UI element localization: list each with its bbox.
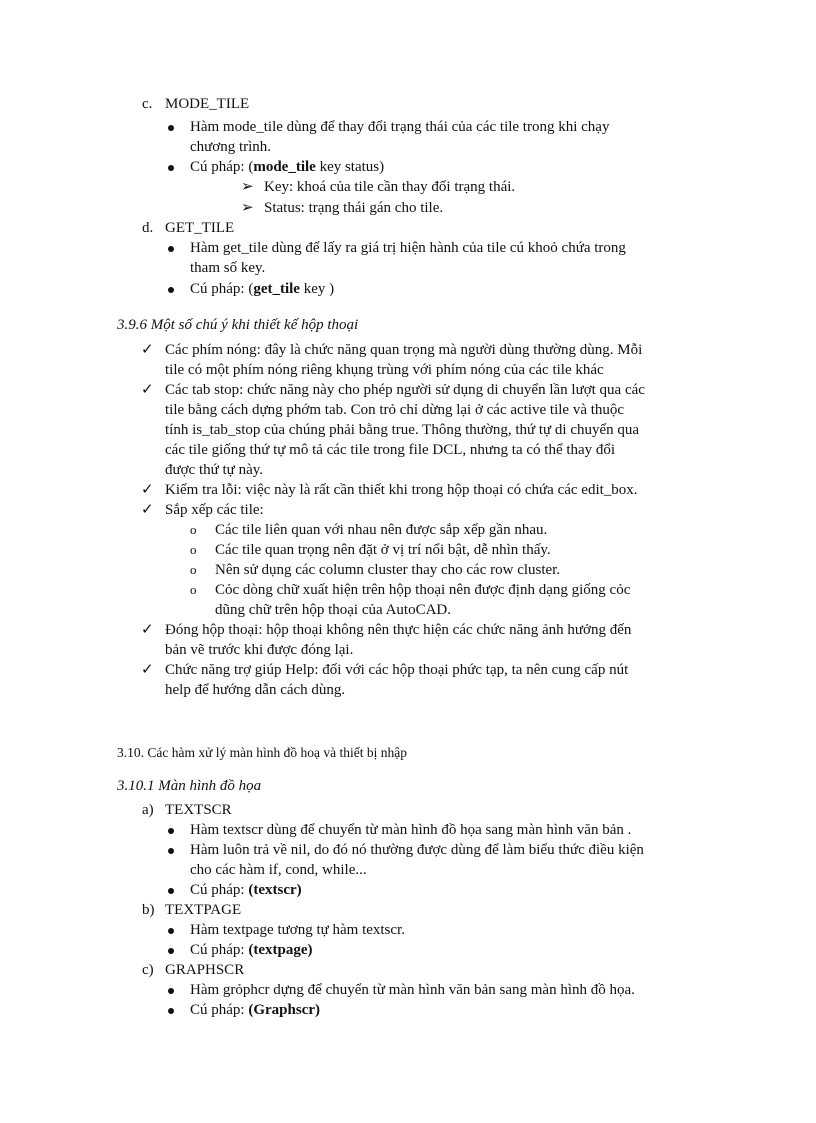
text-line: Cỏc dòng chữ xuất hiện trên hộp thoại nên được định dạng giống cỏc bbox=[215, 582, 631, 598]
syntax-graphscr: Cú pháp: (Graphscr) bbox=[190, 1002, 320, 1018]
list-marker-b: b) bbox=[142, 902, 155, 918]
text-line: tile có một phím nóng riêng khụng trùng với phím nóng của các tile khác bbox=[165, 362, 604, 378]
text-line: tham số key. bbox=[190, 260, 266, 276]
heading-textscr: TEXTSCR bbox=[165, 802, 232, 818]
bullet-icon bbox=[168, 287, 174, 293]
text-line: Hàm mode_tile dùng để thay đổi trạng thái của các tile trong khi chạy bbox=[190, 119, 610, 135]
list-marker-c2: c) bbox=[142, 962, 154, 978]
bullet-icon bbox=[168, 125, 174, 131]
text-line: chương trình. bbox=[190, 139, 272, 155]
bullet-icon bbox=[168, 848, 174, 854]
text-line: Sắp xếp các tile: bbox=[165, 502, 264, 518]
text-line: Kiểm tra lỗi: việc này là rất cần thiết khi trong hộp thoại có chứa các edit_box. bbox=[165, 482, 638, 498]
text-line: cho các hàm if, cond, while... bbox=[190, 862, 367, 878]
section-heading-3-9-6: 3.9.6 Một số chú ý khi thiết kế hộp thoại bbox=[117, 317, 359, 333]
list-marker-c: c. bbox=[142, 96, 153, 112]
text-line: Các tab stop: chức năng này cho phép người sử dụng di chuyển lần lượt qua các bbox=[165, 382, 645, 398]
section-heading-3-10-1: 3.10.1 Màn hình đồ họa bbox=[117, 778, 262, 794]
text-line: Các tile liên quan với nhau nên được sắp xếp gần nhau. bbox=[215, 522, 548, 538]
text-line: Hàm luôn trả về nil, do đó nó thường được dùng để làm biểu thức điều kiện bbox=[190, 842, 644, 858]
syntax-get-tile: Cú pháp: (get_tile key ) bbox=[190, 281, 335, 297]
text-line: tile bằng cách dựng phớm tab. Con trỏ chỉ dừng lại ở các active tile và thuộc bbox=[165, 402, 625, 418]
text-line: Các phím nóng: đây là chức năng quan trọng mà người dùng thường dùng. Mỗi bbox=[165, 342, 643, 358]
text-line: tính is_tab_stop của chúng phải bằng true. Thông thường, thứ tự di chuyển qua bbox=[165, 422, 640, 438]
bullet-icon bbox=[168, 888, 174, 894]
circle-bullet-icon: o bbox=[190, 542, 197, 557]
heading-textpage: TEXTPAGE bbox=[165, 902, 242, 918]
bullet-icon bbox=[168, 828, 174, 834]
syntax-mode-tile: Cú pháp: (mode_tile key status) bbox=[190, 159, 385, 175]
circle-bullet-icon: o bbox=[190, 582, 197, 597]
syntax-textpage: Cú pháp: (textpage) bbox=[190, 942, 313, 958]
syntax-textscr: Cú pháp: (textscr) bbox=[190, 882, 302, 898]
bullet-icon bbox=[168, 928, 174, 934]
text-line: Các tile quan trọng nên đặt ở vị trí nổi bật, dễ nhìn thấy. bbox=[215, 542, 551, 558]
text-line: Status: trạng thái gán cho tile. bbox=[264, 200, 444, 216]
heading-graphscr: GRAPHSCR bbox=[165, 962, 245, 978]
check-icon: ✓ bbox=[141, 502, 154, 518]
circle-bullet-icon: o bbox=[190, 562, 197, 577]
check-icon: ✓ bbox=[141, 482, 154, 498]
text-line: Hàm get_tile dùng để lấy ra giá trị hiện hành của tile cú khoỏ chứa trong bbox=[190, 240, 626, 256]
text-line: Key: khoá của tile cần thay đổi trạng thái. bbox=[264, 179, 516, 195]
text-line: Hàm textscr dùng để chuyển từ màn hình đồ họa sang màn hình văn bản . bbox=[190, 822, 632, 838]
check-icon: ✓ bbox=[141, 662, 154, 678]
heading-mode-tile: MODE_TILE bbox=[165, 96, 250, 112]
check-icon: ✓ bbox=[141, 342, 154, 358]
list-marker-a: a) bbox=[142, 802, 154, 818]
bullet-icon bbox=[168, 988, 174, 994]
check-icon: ✓ bbox=[141, 622, 154, 638]
bullet-icon bbox=[168, 1008, 174, 1014]
text-line: Nên sử dụng các column cluster thay cho các row cluster. bbox=[215, 562, 561, 578]
bullet-icon bbox=[168, 165, 174, 171]
text-line: help để hướng dẫn cách dùng. bbox=[165, 682, 346, 698]
list-marker-d: d. bbox=[142, 220, 154, 236]
check-icon: ✓ bbox=[141, 382, 154, 398]
circle-bullet-icon: o bbox=[190, 522, 197, 537]
bullet-icon bbox=[168, 246, 174, 252]
text-line: Hàm textpage tương tự hàm textscr. bbox=[190, 922, 405, 938]
text-line: Chức năng trợ giúp Help: đối với các hộp thoại phức tạp, ta nên cung cấp nút bbox=[165, 662, 629, 678]
text-line: bản vẽ trước khi được đóng lại. bbox=[165, 642, 354, 658]
text-line: Hàm grỏphcr dựng để chuyển từ màn hình văn bản sang màn hình đồ họa. bbox=[190, 982, 635, 998]
text-line: Đóng hộp thoại: hộp thoại không nên thực hiện các chức năng ảnh hưởng đến bbox=[165, 622, 632, 638]
text-line: các tile giống thứ tự mô tả các tile trong file DCL, nhưng ta có thể thay đổi bbox=[165, 442, 616, 458]
heading-get-tile: GET_TILE bbox=[165, 220, 235, 236]
text-line: dũng chữ trên hộp thoại của AutoCAD. bbox=[215, 602, 452, 618]
bullet-icon bbox=[168, 948, 174, 954]
arrow-bullet-icon: ➢ bbox=[241, 179, 254, 195]
text-line: được thứ tự này. bbox=[165, 462, 263, 478]
arrow-bullet-icon: ➢ bbox=[241, 200, 254, 216]
section-heading-3-10: 3.10. Các hàm xử lý màn hình đồ hoạ và thiết bị nhập bbox=[117, 745, 408, 760]
